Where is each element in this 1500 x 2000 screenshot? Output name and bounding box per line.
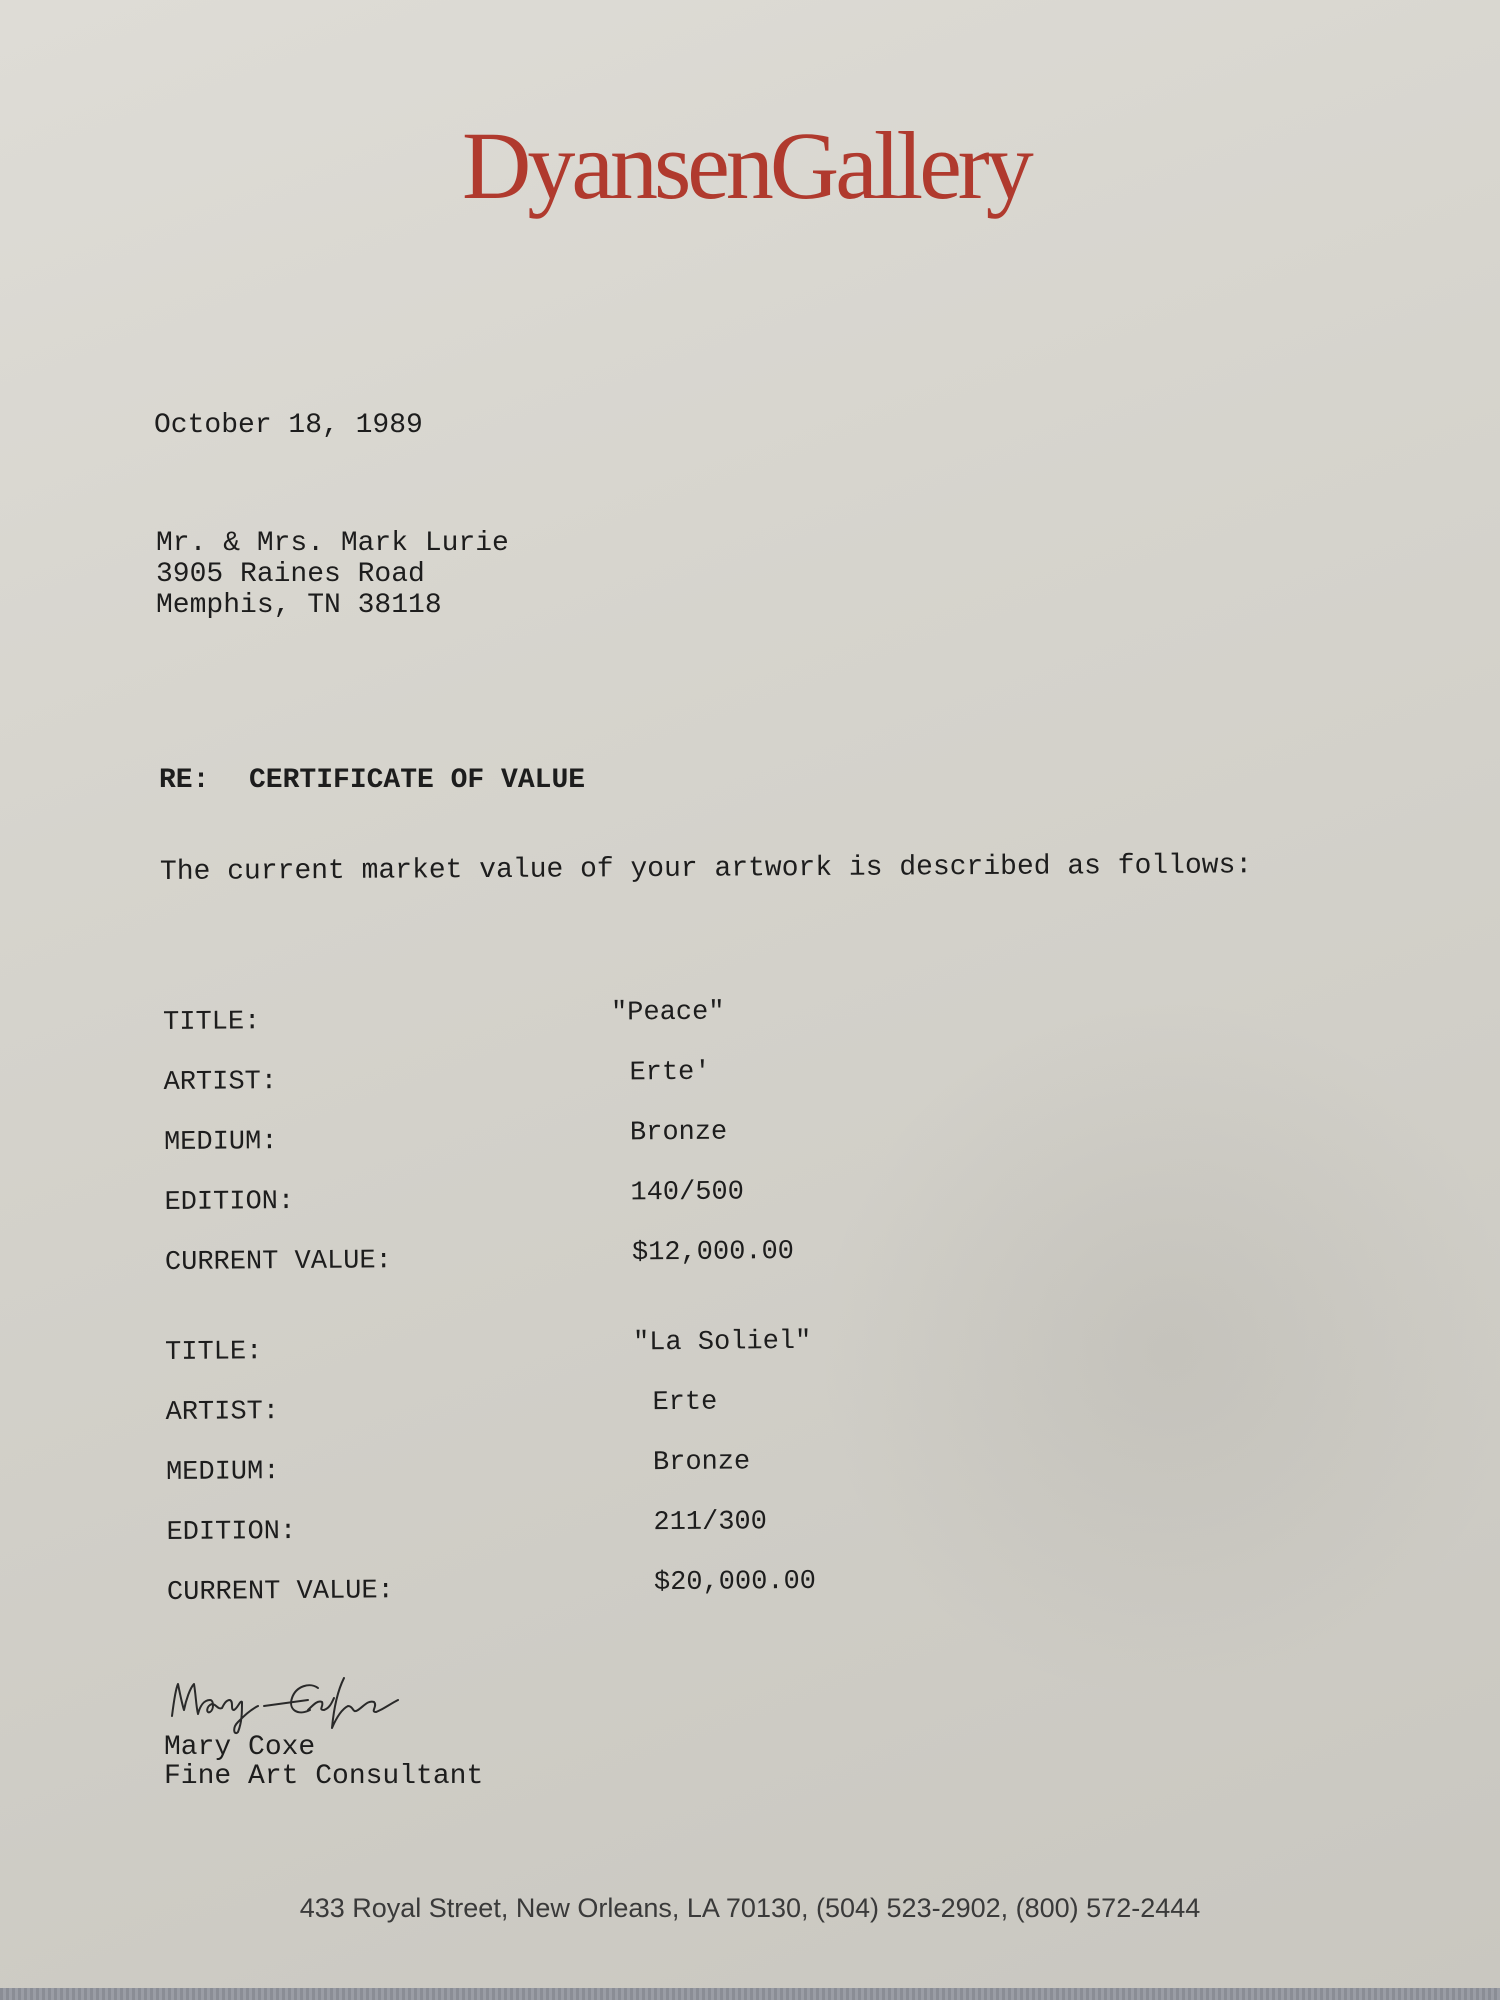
gallery-address-footer: 433 Royal Street, New Orleans, LA 70130, (504) 523-2902, (800) 572-2444: [299, 1893, 1201, 1923]
edition-label: EDITION:: [166, 1516, 297, 1548]
intro-text: The current market value of your artwork is described as follows:: [159, 850, 1253, 888]
medium-label: MEDIUM:: [165, 1457, 280, 1488]
medium-value: Bronze: [652, 1447, 751, 1479]
title-label: TITLE:: [163, 1007, 261, 1038]
letter-date: October 18, 1989: [154, 410, 423, 441]
gallery-logo: DyansenGallery: [462, 112, 1030, 219]
title-value: "Peace": [610, 997, 725, 1029]
handwritten-signature: [168, 1670, 448, 1740]
value-label: CURRENT VALUE:: [166, 1576, 394, 1608]
recipient-name: Mr. & Mrs. Mark Lurie: [156, 528, 509, 559]
recipient-address: [156, 528, 509, 621]
background-surface: [0, 1988, 1500, 2000]
edition-value: 140/500: [630, 1177, 745, 1209]
artist-label: ARTIST:: [163, 1067, 278, 1098]
medium-value: Bronze: [629, 1117, 728, 1149]
signatory-name: Mary Coxe: [164, 1732, 316, 1763]
current-value: $12,000.00: [631, 1237, 795, 1269]
title-label: TITLE:: [165, 1337, 263, 1368]
recipient-city: Memphis, TN 38118: [156, 590, 442, 621]
edition-label: EDITION:: [164, 1186, 295, 1218]
subject-line: [159, 765, 585, 797]
edition-value: 211/300: [653, 1507, 768, 1539]
current-value: $20,000.00: [653, 1566, 817, 1599]
title-value: "La Soliel": [632, 1326, 812, 1359]
medium-label: MEDIUM:: [163, 1127, 278, 1158]
artist-value: Erte': [629, 1057, 711, 1089]
artist-value: Erte: [652, 1387, 718, 1419]
recipient-street: 3905 Raines Road: [156, 559, 425, 590]
artist-label: ARTIST:: [165, 1397, 280, 1428]
subject-text: CERTIFICATE OF VALUE: [249, 765, 586, 796]
signatory-block: [164, 1732, 483, 1790]
value-label: CURRENT VALUE:: [164, 1246, 392, 1278]
re-label: RE:: [159, 765, 210, 796]
signatory-title: Fine Art Consultant: [164, 1761, 484, 1792]
